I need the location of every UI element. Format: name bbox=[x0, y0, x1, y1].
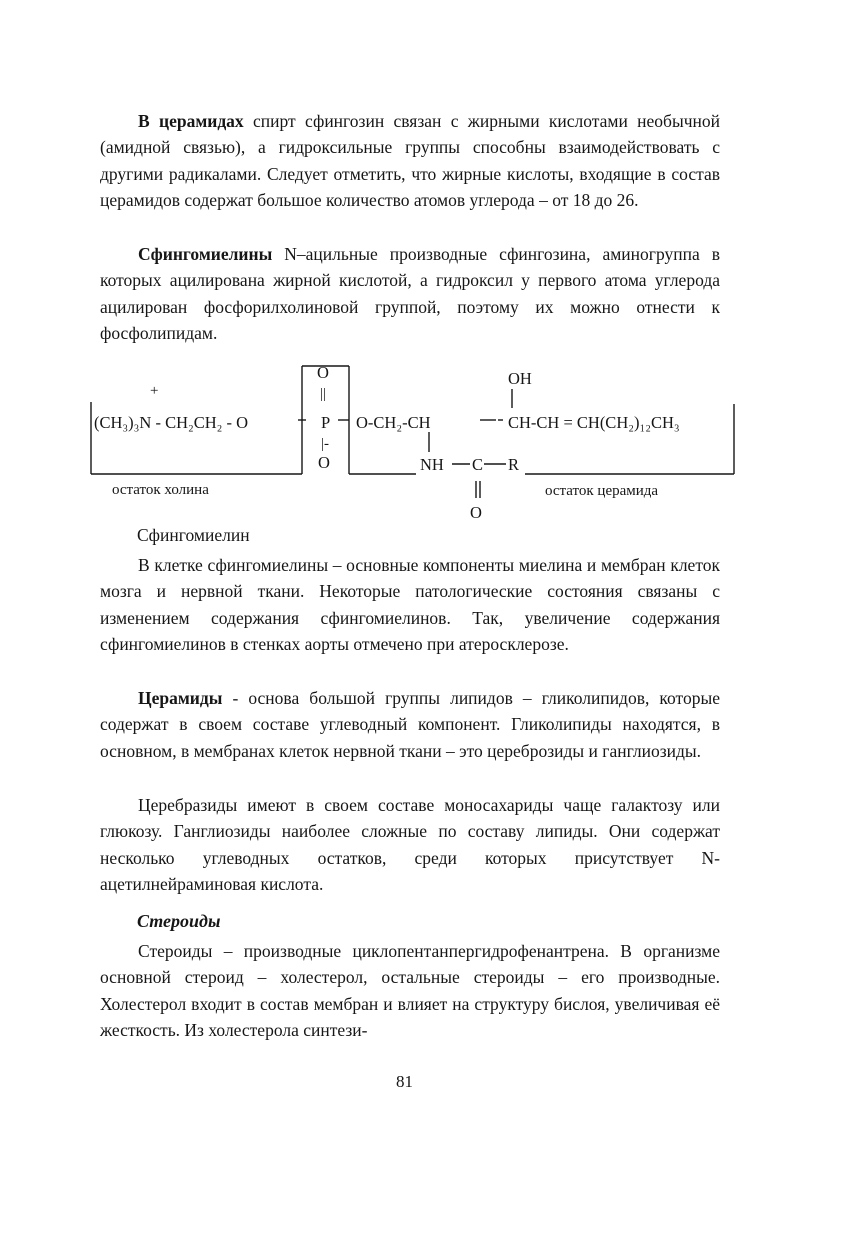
term-sphingomyelins: Сфингомиелины bbox=[138, 244, 273, 264]
formula-charge-plus: + bbox=[150, 383, 159, 399]
formula-phosphorus: P bbox=[321, 413, 331, 432]
formula-oxygen-minus: |- bbox=[321, 436, 329, 452]
formula-double-bond: || bbox=[320, 386, 327, 402]
formula-caption: Сфингомиелин bbox=[137, 525, 250, 545]
paragraph-ceramides-glycolipids bbox=[100, 685, 720, 764]
paragraph-text: спирт сфингозин связан с жирными кислотами необычной (амидной связью), а гидроксильные группы способны взаимодействовать с другими радикалами. Следует отметить, что жирные кислоты, входящие в состав церамидов содержат большое количество атомов углерода – от 18 до 26. bbox=[100, 111, 720, 211]
paragraph-text: Церебразиды имеют в своем составе моносахариды чаще галактозу или глюкозу. Ганглиозиды наиболее сложные по составу липиды. Они содержат несколько углеводных остатков, среди которых присутствует N-ацетилнейраминовая кислота. bbox=[100, 795, 720, 895]
term-ceramides: В церамидах bbox=[138, 111, 244, 131]
formula-oxygen-bottom: O bbox=[318, 453, 330, 472]
formula-choline-part: (CH₃)₃N - CH₂CH₂ - O bbox=[94, 413, 249, 432]
formula-choline-label: остаток холина bbox=[112, 482, 209, 498]
formula-right-chain: CH-CH = CH(CH₂)₁₂CH₃ bbox=[508, 413, 680, 432]
paragraph-sphingomyelin-role bbox=[100, 552, 720, 658]
paragraph-text: Стероиды – производные циклопентанпергидрофенантрена. В организме основной стероид – холестерол, остальные стероиды – его производные. Холестерол входит в состав мембран и влияет на структуру бислоя, увеличивая её жесткость. Из холестерола синтези- bbox=[100, 941, 720, 1041]
section-heading-steroids: Стероиды bbox=[137, 911, 221, 931]
paragraph-cerebrosides bbox=[100, 792, 720, 898]
formula-oxygen-top: O bbox=[317, 363, 329, 382]
page-number: 81 bbox=[396, 1072, 413, 1091]
formula-ceramide-chain: O-CH₂-CH bbox=[356, 413, 431, 432]
formula-carbonyl-oxygen: O bbox=[470, 503, 482, 522]
formula-hydroxyl: OH bbox=[508, 369, 532, 388]
paragraph-text: - основа большой группы липидов – гликолипидов, которые содержат в своем составе углеводный компонент. Гликолипиды находятся, в основном, в мембранах клеток нервной ткани – это цереброзиды и ганглиозиды. bbox=[100, 688, 720, 761]
formula-amide-nh: NH bbox=[420, 455, 444, 474]
formula-carbonyl-carbon: C bbox=[472, 455, 484, 474]
paragraph-text: N–ацильные производные сфингозина, аминогруппа в которых ацилирована жирной кислотой, а гидроксил у первого атома углерода ацилирован фосфорилхолиновой группой, поэтому их можно отнести к фосфолипидам. bbox=[100, 244, 720, 344]
formula-radical-r: R bbox=[508, 455, 520, 474]
formula-bond-lines bbox=[91, 366, 734, 498]
paragraph-steroids bbox=[100, 938, 720, 1044]
term-ceramides-bold: Церамиды bbox=[138, 688, 223, 708]
paragraph-text: В клетке сфингомиелины – основные компоненты миелина и мембран клеток мозга и нервной ткани. Некоторые патологические состояния связаны с изменением содержания сфингомиелинов. Так, увеличение содержания сфингомиелинов в стенках аорты отмечено при атеросклерозе. bbox=[100, 555, 720, 655]
formula-ceramide-label: остаток церамида bbox=[545, 483, 659, 499]
